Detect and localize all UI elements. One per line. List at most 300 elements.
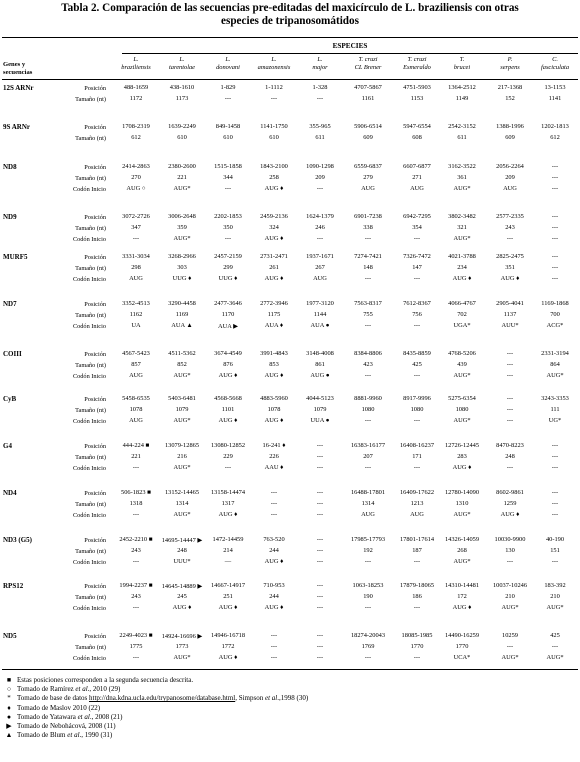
table-cell: 344: [223, 174, 233, 181]
table-cell: 2477-3646: [214, 300, 242, 307]
table-cell: 864: [550, 361, 560, 368]
table-cell: AUG: [129, 417, 143, 424]
legend-text: [17, 685, 120, 694]
table-cell: ---: [316, 547, 324, 554]
gene-name: CyB: [3, 395, 17, 403]
table-cell: 226: [269, 453, 279, 460]
table-cell: 2459-2136: [260, 213, 288, 220]
table-cell: 756: [412, 311, 422, 318]
table-cell: ---: [506, 350, 514, 357]
table-cell: 425: [412, 361, 422, 368]
legend-text-part: Tomado de Ramírez: [17, 685, 76, 694]
table-cell: AAU ♦: [264, 464, 284, 471]
table-cell: 148: [363, 264, 373, 271]
table-cell: 1624-1379: [306, 213, 334, 220]
table-cell: 3072-2726: [122, 213, 150, 220]
table-cell: ---: [506, 372, 514, 379]
table-cell: AUG: [129, 372, 143, 379]
table-cell: ---: [551, 185, 559, 192]
table-cell: 14946-16718: [210, 632, 246, 639]
gene-name: ND3 (G5): [3, 536, 32, 544]
table-cell: 1314: [361, 500, 375, 507]
row-label: Posición: [84, 442, 106, 450]
species-header-line: CL Brener: [354, 64, 382, 71]
table-cell: 5906-6514: [354, 123, 382, 130]
table-cell: 243: [505, 224, 515, 231]
table-cell: ---: [551, 453, 559, 460]
table-cell: 13158-14474: [210, 489, 246, 496]
table-cell: AUA ♦: [264, 322, 284, 329]
database-link[interactable]: http://dna.kdna.ucla.edu/trypanosome/database.html: [89, 694, 236, 703]
table-cell: 611: [315, 134, 325, 141]
table-cell: 1080: [361, 406, 375, 413]
table-cell: 18274-20043: [350, 632, 386, 639]
table-cell: 17879-18065: [399, 582, 435, 589]
table-cell: 4751-5903: [403, 84, 431, 91]
species-header-line: amazonensis: [257, 64, 291, 71]
table-cell: ---: [413, 275, 421, 282]
table-cell: —: [224, 558, 232, 565]
table-cell: ---: [270, 511, 278, 518]
table-cell: 18085-1985: [401, 632, 433, 639]
table-cell: ---: [551, 489, 559, 496]
gene-name: ND8: [3, 163, 17, 171]
table-cell: 248: [177, 547, 187, 554]
table-cell: 6559-6837: [354, 163, 382, 170]
table-cell: ---: [224, 95, 232, 102]
table-cell: AUG*: [173, 417, 191, 424]
legend-text-part: et al: [75, 685, 88, 694]
table-cell: 7274-7421: [354, 253, 382, 260]
table-cell: AUA ▶: [217, 323, 238, 330]
table-cell: ---: [413, 235, 421, 242]
species-header-line: braziliensis: [121, 64, 151, 71]
legend-text-part: Estas posiciones corresponden a la segunda secuencia descrita.: [17, 676, 194, 684]
table-cell: AUG ♦: [264, 558, 284, 565]
table-cell: 5403-6481: [168, 395, 196, 402]
row-label: Codón Inicio: [72, 511, 106, 519]
table-cell: UUG ♦: [172, 275, 192, 282]
table-cell: 1141: [548, 95, 562, 102]
table-cell: 221: [177, 174, 187, 181]
table-cell: ---: [364, 604, 372, 611]
table-cell: ---: [551, 558, 559, 565]
table-cell: 1079: [313, 406, 327, 413]
table-cell: ---: [506, 235, 514, 242]
row-label: Codón Inicio: [72, 417, 106, 425]
table-cell: 4021-3788: [448, 253, 476, 260]
table-cell: AUG*: [173, 235, 191, 242]
table-cell: ---: [224, 464, 232, 471]
row-label: Tamaño (nt): [75, 264, 106, 272]
species-header-line: fasciculata: [540, 64, 570, 71]
table-cell: 1078: [129, 406, 143, 413]
table-cell: 244: [269, 593, 279, 600]
row-label: Posición: [84, 123, 106, 131]
table-cell: AUG ♦: [452, 604, 472, 611]
table-cell: ---: [364, 322, 372, 329]
row-label: Tamaño (nt): [75, 547, 106, 555]
table-cell: AUG*: [453, 558, 471, 565]
legend-text: [17, 676, 193, 685]
row-label: Tamaño (nt): [75, 95, 106, 103]
table-cell: ---: [316, 511, 324, 518]
table-cell: 1318: [129, 500, 143, 507]
table-cell: 700: [550, 311, 560, 318]
table-cell: 1770: [410, 643, 424, 650]
row-label: Tamaño (nt): [75, 500, 106, 508]
table-cell: 243: [131, 593, 141, 600]
table-cell: 876: [223, 361, 233, 368]
table-cell: 2202-1853: [214, 213, 242, 220]
table-cell: 40-190: [545, 536, 565, 543]
table-cell: AUG ♦: [218, 511, 238, 518]
table-cell: 1149: [455, 95, 469, 102]
table-cell: ---: [132, 464, 140, 471]
table-cell: AUG ♦: [264, 417, 284, 424]
row-label: Posición: [84, 350, 106, 358]
table-cell: AUG*: [546, 372, 564, 379]
species-header-line: L.: [225, 56, 231, 63]
table-cell: 4044-5123: [306, 395, 334, 402]
species-header: [205, 56, 251, 72]
table-cell: 14310-14481: [444, 582, 480, 589]
table-cell: 299: [223, 264, 233, 271]
table-cell: UA: [131, 322, 141, 329]
table-cell: 244: [269, 547, 279, 554]
legend-symbol: *: [7, 694, 11, 703]
table-cell: 13080-12852: [210, 442, 246, 449]
table-cell: ---: [316, 654, 324, 661]
table-cell: 8917-9996: [403, 395, 431, 402]
table-cell: AUG ♦: [218, 372, 238, 379]
table-cell: ---: [506, 558, 514, 565]
table-cell: 1-1112: [265, 84, 283, 91]
table-cell: 702: [457, 311, 467, 318]
table-top-rule: [2, 37, 578, 38]
table-cell: ---: [551, 264, 559, 271]
table-cell: 10259: [502, 632, 518, 639]
table-cell: 1317: [221, 500, 235, 507]
table-cell: AUG*: [453, 235, 471, 242]
table-cell: ---: [551, 275, 559, 282]
table-cell: 3352-4513: [122, 300, 150, 307]
table-cell: 17985-17793: [350, 536, 386, 543]
table-cell: 4511-5362: [168, 350, 196, 357]
species-header: [394, 56, 440, 72]
table-cell: AUG ♦: [264, 185, 284, 192]
table-cell: 324: [269, 224, 279, 231]
table-cell: 610: [177, 134, 187, 141]
table-cell: 2452-2210 ■: [119, 536, 153, 543]
legend-text-part: , Simpson: [235, 694, 265, 703]
table-cell: 2731-2471: [260, 253, 288, 260]
table-cell: AUG ♦: [264, 275, 284, 282]
table-cell: 1977-3120: [306, 300, 334, 307]
table-cell: 710-953: [263, 582, 285, 589]
row-label: Posición: [84, 213, 106, 221]
table-cell: 2825-2475: [496, 253, 524, 260]
row-label: Posición: [84, 632, 106, 640]
row-label: Tamaño (nt): [75, 643, 106, 651]
table-cell: AUG*: [546, 654, 564, 661]
table-cell: 1101: [221, 406, 235, 413]
table-cell: 245: [177, 593, 187, 600]
table-cell: 354: [412, 224, 422, 231]
table-cell: 1153: [410, 95, 424, 102]
table-cell: ---: [316, 500, 324, 507]
legend-text-part: Tomado de Blum: [17, 731, 68, 740]
table-cell: 5458-6535: [122, 395, 150, 402]
table-cell: ---: [551, 253, 559, 260]
table-cell: ---: [316, 582, 324, 589]
table-cell: 221: [131, 453, 141, 460]
table-cell: 130: [505, 547, 515, 554]
table-cell: 251: [223, 593, 233, 600]
table-cell: ---: [364, 372, 372, 379]
table-cell: 16-241 ♦: [262, 442, 286, 449]
table-cell: 1162: [129, 311, 143, 318]
table-cell: 1173: [175, 95, 189, 102]
row-label: Tamaño (nt): [75, 224, 106, 232]
legend-symbol: ●: [6, 712, 12, 721]
table-cell: AUU*: [501, 322, 519, 329]
table-cell: 303: [177, 264, 187, 271]
table-cell: 5947-6554: [403, 123, 431, 130]
table-cell: 1769: [361, 643, 375, 650]
table-cell: 2380-2600: [168, 163, 196, 170]
table-cell: UGA*: [453, 322, 471, 329]
table-cell: AUG*: [173, 372, 191, 379]
legend-text-part: .,1998 (30): [277, 694, 309, 703]
legend-text: [17, 694, 308, 703]
table-cell: 210: [550, 593, 560, 600]
table-cell: 1314: [175, 500, 189, 507]
legend-text-part: ., 2008 (21): [89, 712, 123, 721]
legend-text-part: ., 1990 (31): [79, 731, 113, 740]
legend-item: [4, 694, 308, 703]
table-cell: 849-1458: [215, 123, 241, 130]
row-label: Posición: [84, 536, 106, 544]
table-cell: 16488-17801: [350, 489, 386, 496]
table-cell: 3006-2648: [168, 213, 196, 220]
table-cell: 3290-4458: [168, 300, 196, 307]
table-cell: 2249-4023 ■: [119, 632, 153, 639]
gene-name: COIII: [3, 350, 22, 358]
table-cell: 14667-14917: [210, 582, 246, 589]
species-header-line: brucei: [453, 64, 471, 71]
table-cell: AUG: [503, 185, 517, 192]
table-cell: ---: [132, 654, 140, 661]
species-header-line: T. cruzi: [407, 56, 427, 63]
table-cell: 267: [315, 264, 325, 271]
table-cell: 13079-12865: [164, 442, 200, 449]
table-cell: 3243-3353: [541, 395, 569, 402]
table-cell: 355-965: [309, 123, 331, 130]
table-cell: ---: [132, 558, 140, 565]
gene-name: 9S ARNr: [3, 123, 31, 131]
table-cell: AUG*: [453, 417, 471, 424]
table-cell: 488-1659: [123, 84, 149, 91]
table-cell: 1388-1996: [496, 123, 524, 130]
row-label: Codón Inicio: [72, 558, 106, 566]
table-cell: 1994-2237 ■: [119, 582, 153, 589]
table-cell: 298: [131, 264, 141, 271]
table-cell: AUG ♦: [264, 235, 284, 242]
legend-text: [17, 713, 122, 722]
especies-header: ESPECIES: [332, 42, 368, 50]
table-cell: ---: [413, 464, 421, 471]
table-cell: ---: [316, 489, 324, 496]
table-cell: ---: [224, 235, 232, 242]
row-label: Codón Inicio: [72, 185, 106, 193]
table-cell: 1772: [221, 643, 235, 650]
legend-item: [4, 704, 308, 713]
table-cell: 1775: [129, 643, 143, 650]
row-label: Posición: [84, 489, 106, 497]
table-cell: 351: [505, 264, 515, 271]
table-cell: 16408-16237: [399, 442, 435, 449]
table-cell: 611: [457, 134, 467, 141]
table-cell: 347: [131, 224, 141, 231]
table-cell: UUG ♦: [218, 275, 238, 282]
table-cell: 183-392: [544, 582, 566, 589]
table-cell: ---: [551, 213, 559, 220]
legend-text: [17, 731, 112, 740]
table-cell: ---: [316, 95, 324, 102]
gene-name: 12S ARNr: [3, 84, 34, 92]
table-cell: UCA*: [453, 654, 471, 661]
table-cell: 1310: [455, 500, 469, 507]
table-cell: ---: [132, 235, 140, 242]
genes-header-line-2: secuencias: [3, 69, 33, 76]
table-cell: 246: [315, 224, 325, 231]
table-cell: 186: [412, 593, 422, 600]
table-cell: ---: [506, 361, 514, 368]
table-cell: AUG: [361, 185, 375, 192]
genes-header-line-1: Genes y: [3, 61, 26, 68]
table-cell: 438-1610: [169, 84, 195, 91]
table-cell: 1259: [503, 500, 517, 507]
legend-text-part: et al: [67, 731, 80, 740]
title-line-2: especies de tripanosomátidos: [221, 15, 359, 27]
table-cell: ---: [551, 442, 559, 449]
table-cell: AUG*: [546, 604, 564, 611]
table-cell: ---: [551, 163, 559, 170]
table-cell: 1169: [175, 311, 189, 318]
table-cell: 4066-4767: [448, 300, 476, 307]
row-label: Tamaño (nt): [75, 134, 106, 142]
table-cell: 852: [177, 361, 187, 368]
table-cell: 217-1368: [497, 84, 523, 91]
table-cell: 6901-7238: [354, 213, 382, 220]
table-cell: 10030-9900: [494, 536, 526, 543]
table-cell: 4568-5668: [214, 395, 242, 402]
table-cell: 8470-8223: [496, 442, 524, 449]
table-cell: ---: [413, 322, 421, 329]
table-cell: 8384-8806: [354, 350, 382, 357]
table-cell: 1843-2100: [260, 163, 288, 170]
legend-symbol: ▶: [6, 722, 12, 731]
row-label: Posición: [84, 253, 106, 261]
table-cell: ---: [364, 235, 372, 242]
species-header: [345, 56, 391, 72]
table-cell: AUG*: [453, 185, 471, 192]
species-header-line: C.: [552, 56, 558, 63]
row-label: Tamaño (nt): [75, 361, 106, 369]
table-cell: ---: [270, 95, 278, 102]
table-cell: AUG: [410, 511, 424, 518]
table-cell: 1175: [267, 311, 281, 318]
legend-item: [4, 731, 308, 740]
table-cell: ---: [132, 511, 140, 518]
table-cell: 248: [505, 453, 515, 460]
species-header-line: serpens: [500, 64, 520, 71]
table-cell: ---: [316, 453, 324, 460]
table-cell: ---: [413, 372, 421, 379]
table-cell: ---: [316, 536, 324, 543]
table-cell: 321: [457, 224, 467, 231]
table-cell: 612: [131, 134, 141, 141]
table-cell: ---: [270, 654, 278, 661]
table-cell: ---: [270, 632, 278, 639]
species-header-line: donovani: [216, 64, 240, 71]
row-label: Codón Inicio: [72, 464, 106, 472]
table-cell: 1-829: [220, 84, 236, 91]
table-cell: 3991-4843: [260, 350, 288, 357]
row-label: Tamaño (nt): [75, 593, 106, 601]
table-cell: 1515-1858: [214, 163, 242, 170]
table-cell: 190: [363, 593, 373, 600]
table-cell: 425: [550, 632, 560, 639]
table-cell: 14695-14447 ▶: [161, 537, 203, 544]
table-cell: 234: [457, 264, 467, 271]
table-cell: ---: [506, 417, 514, 424]
legend-text-part: Tomado de Maslov 2010 (22): [17, 703, 101, 712]
table-cell: ---: [551, 174, 559, 181]
table-cell: AUG ♦: [452, 275, 472, 282]
species-header: [159, 56, 205, 72]
gene-name: ND4: [3, 489, 17, 497]
table-cell: 13-1153: [544, 84, 566, 91]
table-cell: ---: [270, 643, 278, 650]
table-cell: ---: [551, 224, 559, 231]
table-cell: 506-1823 ■: [121, 489, 151, 496]
row-label: Tamaño (nt): [75, 174, 106, 182]
table-cell: 439: [457, 361, 467, 368]
table-cell: AUG ♦: [500, 275, 520, 282]
table-cell: 2414-2863: [122, 163, 150, 170]
table-cell: ---: [413, 654, 421, 661]
table-cell: ---: [551, 464, 559, 471]
table-cell: 610: [223, 134, 233, 141]
species-header: [487, 56, 533, 72]
table-cell: ---: [316, 185, 324, 192]
table-cell: 7326-7472: [403, 253, 431, 260]
table-cell: 209: [505, 174, 515, 181]
legend-text: [17, 722, 116, 731]
table-cell: 1364-2512: [448, 84, 476, 91]
row-label: Tamaño (nt): [75, 453, 106, 461]
table-cell: 1213: [410, 500, 424, 507]
gene-name: MURF5: [3, 253, 28, 261]
table-cell: ---: [316, 442, 324, 449]
table-cell: ---: [413, 417, 421, 424]
table-cell: 6942-7295: [403, 213, 431, 220]
row-label: Posición: [84, 300, 106, 308]
table-cell: UG*: [548, 417, 562, 424]
table-cell: ---: [364, 464, 372, 471]
